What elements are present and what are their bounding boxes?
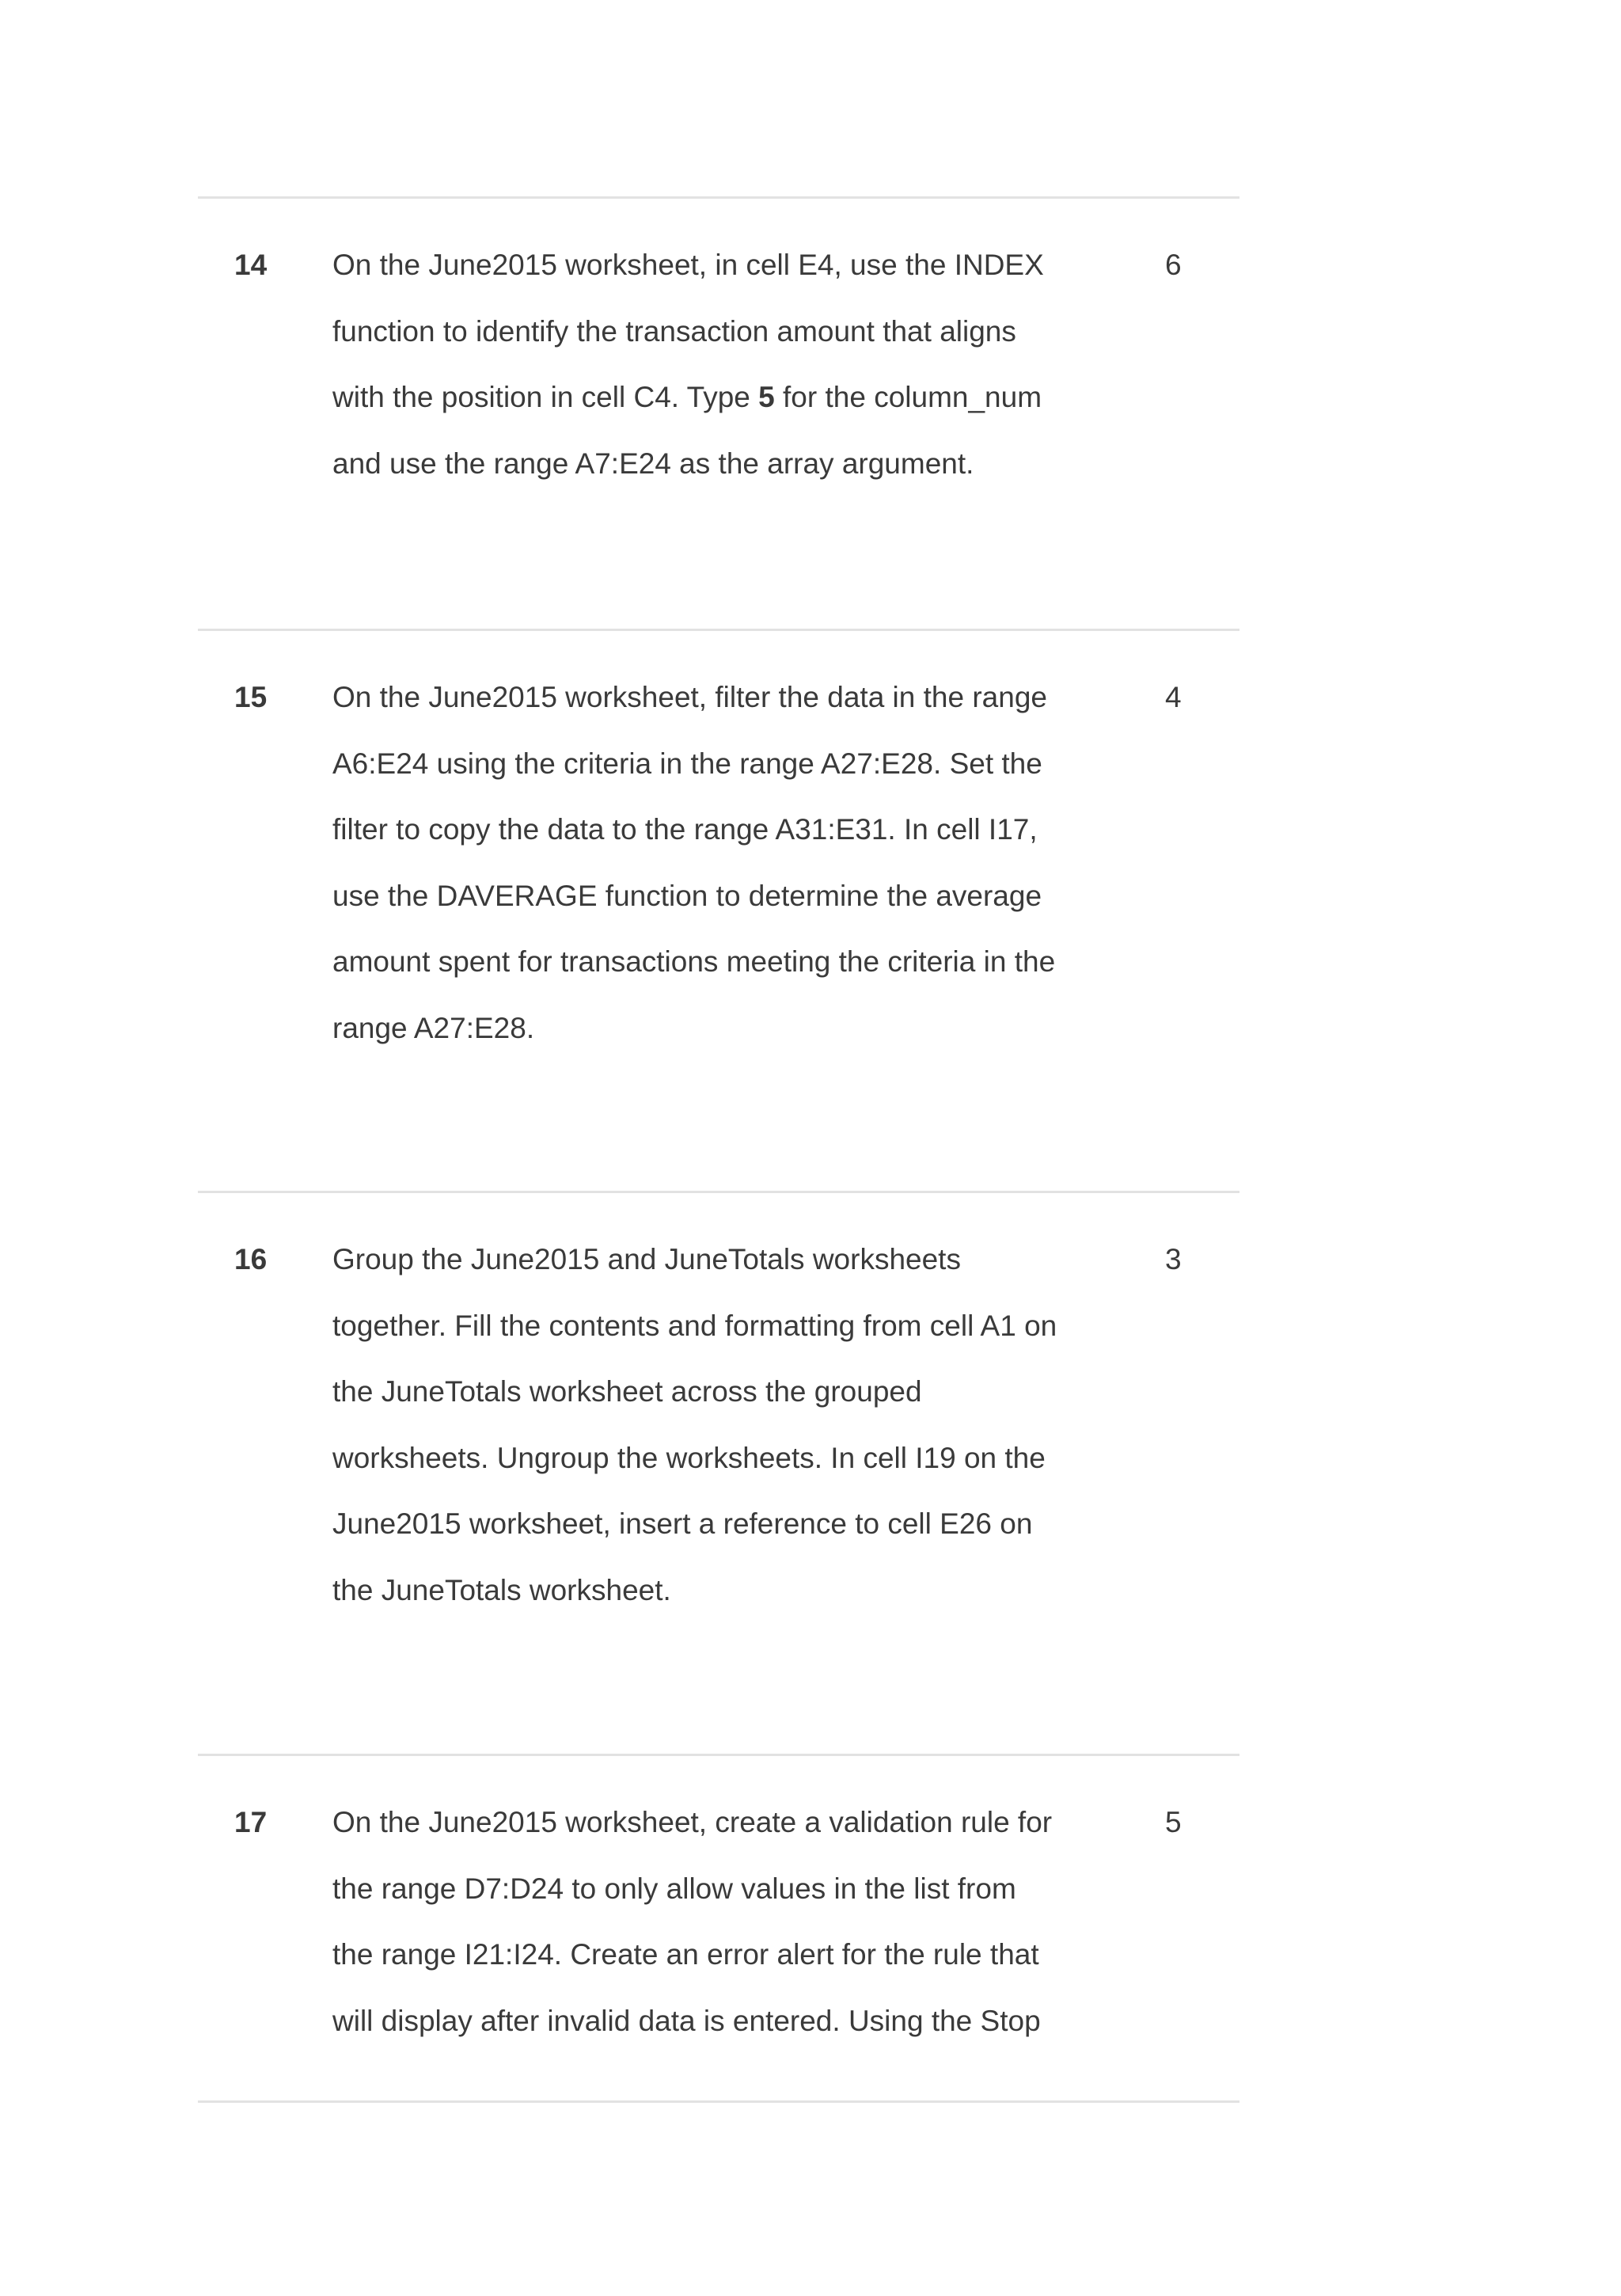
text-line: use the DAVERAGE function to determine the average (332, 879, 1042, 912)
text-line: On the June2015 worksheet, create a validation rule for (332, 1806, 1053, 1838)
text-segment: with the position in cell C4. Type (332, 381, 759, 413)
bold-value: 5 (758, 381, 775, 413)
step-points: 5 (1165, 1806, 1182, 1838)
step-description (332, 232, 1108, 496)
step-number: 16 (234, 1243, 268, 1275)
instructions-table (198, 196, 1239, 2103)
text-segment: for the column_num (774, 381, 1042, 413)
text-line: the range D7:D24 to only allow values in the list from (332, 1872, 1016, 1905)
step-description (332, 664, 1108, 1061)
instruction-row-16 (198, 1193, 1239, 1754)
step-number: 14 (234, 249, 268, 281)
step-points: 4 (1165, 681, 1182, 713)
text-line: Group the June2015 and JuneTotals worksheets (332, 1243, 961, 1275)
text-line: worksheets. Ungroup the worksheets. In cell I19 on the (332, 1441, 1046, 1474)
text-line: On the June2015 worksheet, in cell E4, use the INDEX (332, 249, 1044, 281)
text-line: the range I21:I24. Create an error alert for the rule that (332, 1938, 1039, 1971)
step-points: 6 (1165, 249, 1182, 281)
text-line: filter to copy the data to the range A31:E31. In cell I17, (332, 813, 1038, 846)
text-line: On the June2015 worksheet, filter the data in the range (332, 681, 1047, 713)
text-line: amount spent for transactions meeting the criteria in the (332, 945, 1056, 978)
step-number: 17 (234, 1806, 268, 1838)
text-line: A6:E24 using the criteria in the range A27:E28. Set the (332, 747, 1042, 780)
text-line (332, 364, 1108, 431)
text-line: the JuneTotals worksheet. (332, 1573, 671, 1606)
text-line: will display after invalid data is entered. Using the Stop (332, 2004, 1041, 2037)
text-line: together. Fill the contents and formatting from cell A1 on (332, 1309, 1057, 1342)
instruction-row-14 (198, 199, 1239, 629)
step-description (332, 1226, 1108, 1623)
text-line: function to identify the transaction amount that aligns (332, 314, 1016, 348)
instruction-row-15 (198, 631, 1239, 1191)
instruction-row-17 (198, 1756, 1239, 2100)
text-line: the JuneTotals worksheet across the grouped (332, 1375, 922, 1408)
text-line: June2015 worksheet, insert a reference to cell E26 on (332, 1507, 1033, 1540)
text-line: range A27:E28. (332, 1011, 535, 1044)
text-line: and use the range A7:E24 as the array argument. (332, 447, 974, 480)
step-points: 3 (1165, 1243, 1182, 1275)
step-number: 15 (234, 681, 268, 713)
row-divider (198, 2100, 1239, 2103)
step-description (332, 1789, 1108, 2054)
